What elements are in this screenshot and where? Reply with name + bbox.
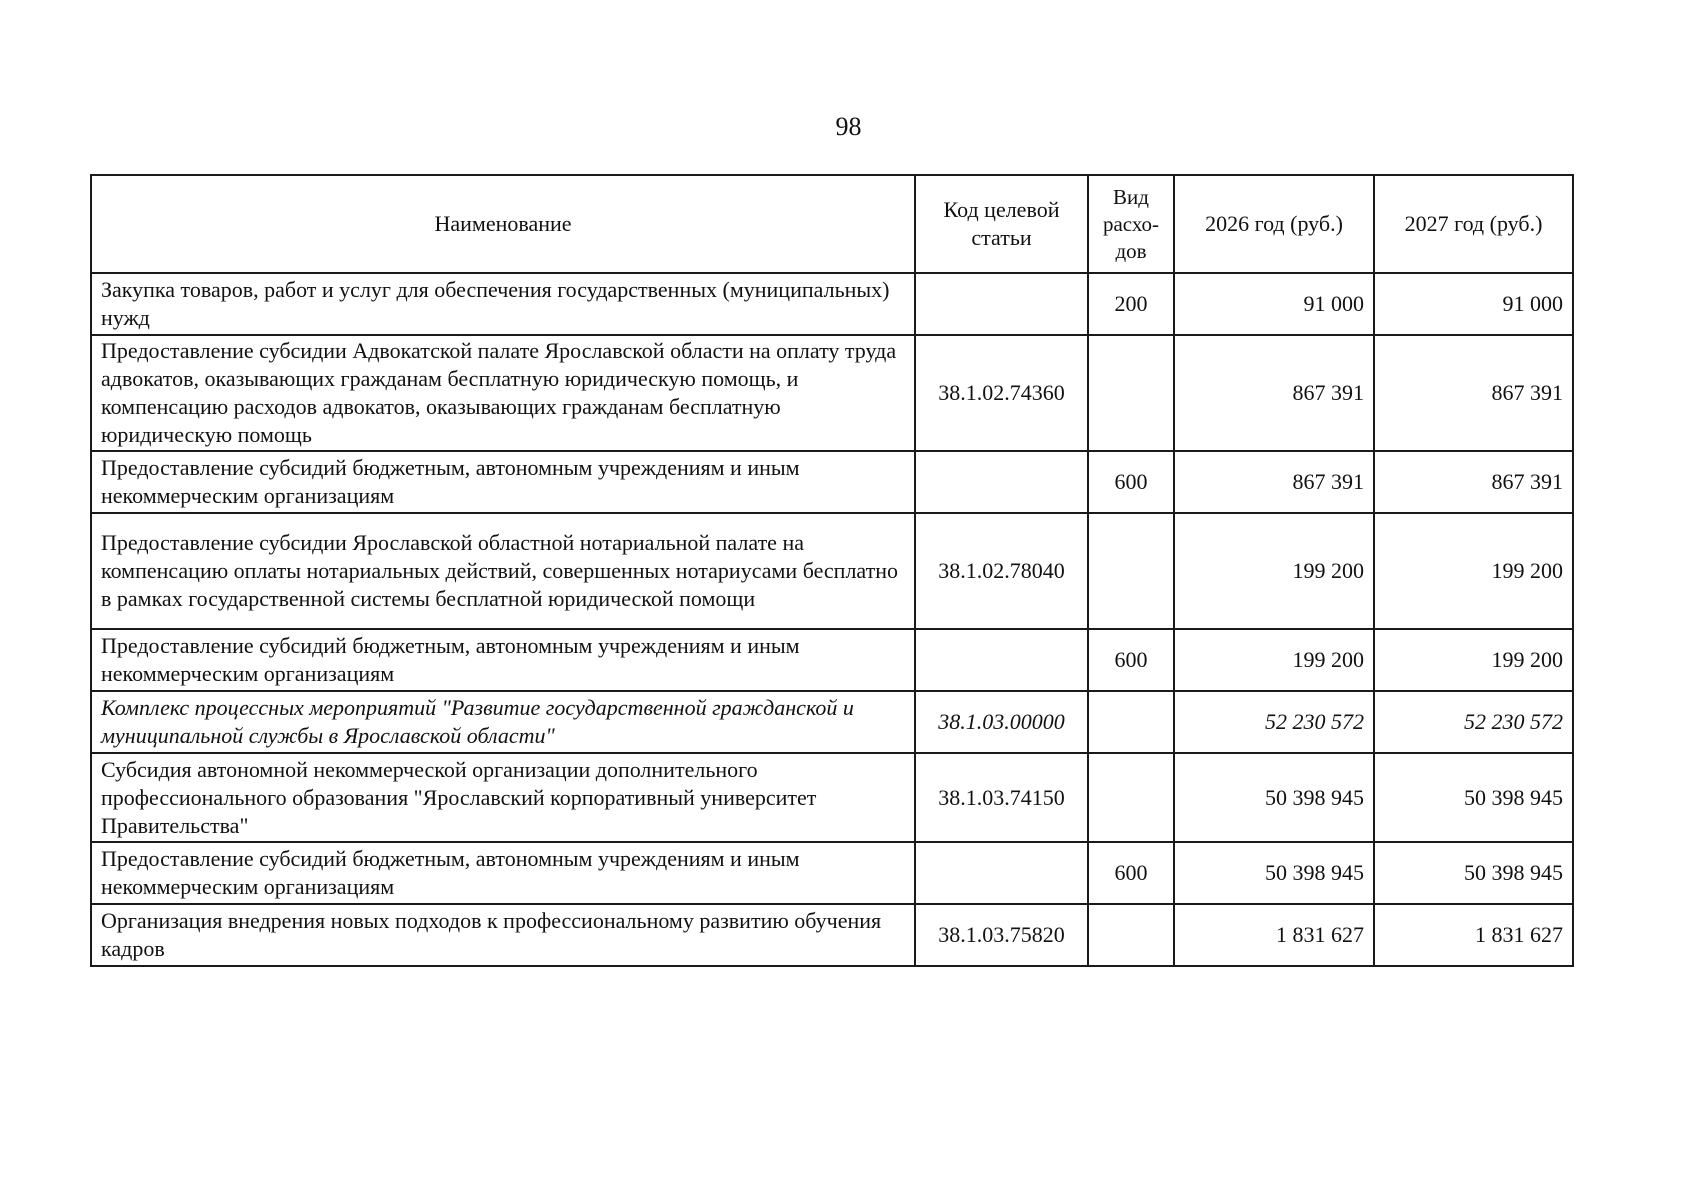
row-amount-2026: 867 391 (1174, 451, 1374, 513)
row-amount-2027: 199 200 (1374, 629, 1573, 691)
row-amount-2026: 50 398 945 (1174, 753, 1374, 842)
row-amount-2026: 199 200 (1174, 513, 1374, 629)
table-row (91, 629, 1573, 691)
row-amount-2027: 867 391 (1374, 451, 1573, 513)
table-row (91, 904, 1573, 966)
row-expense-type: 600 (1088, 842, 1174, 904)
row-amount-2026: 867 391 (1174, 335, 1374, 451)
row-code: 38.1.03.75820 (915, 904, 1088, 966)
row-code (915, 273, 1088, 335)
row-name: Предоставление субсидий бюджетным, автономным учреждениям и иным некоммерческим организациям (91, 842, 915, 904)
row-name: Закупка товаров, работ и услуг для обеспечения государственных (муниципальных) нужд (91, 273, 915, 335)
row-amount-2027: 52 230 572 (1374, 691, 1573, 753)
row-name: Предоставление субсидий бюджетным, автономным учреждениям и иным некоммерческим организациям (91, 629, 915, 691)
row-amount-2027: 91 000 (1374, 273, 1573, 335)
row-expense-type (1088, 513, 1174, 629)
row-name: Субсидия автономной некоммерческой организации дополнительного профессионального образования "Ярославский корпоративный университет Правительства" (91, 753, 915, 842)
page-number: 98 (835, 112, 862, 141)
header-2027: 2027 год (руб.) (1374, 175, 1573, 273)
row-code (915, 842, 1088, 904)
budget-table (90, 174, 1574, 967)
header-name: Наименование (91, 175, 915, 273)
row-amount-2027: 199 200 (1374, 513, 1573, 629)
row-amount-2026: 199 200 (1174, 629, 1374, 691)
table-row-section (91, 691, 1573, 753)
table-row (91, 842, 1573, 904)
row-code: 38.1.03.74150 (915, 753, 1088, 842)
row-amount-2027: 867 391 (1374, 335, 1573, 451)
row-amount-2026: 52 230 572 (1174, 691, 1374, 753)
row-expense-type: 600 (1088, 629, 1174, 691)
row-amount-2027: 50 398 945 (1374, 842, 1573, 904)
row-code: 38.1.03.00000 (915, 691, 1088, 753)
table-row (91, 513, 1573, 629)
row-name: Комплекс процессных мероприятий "Развитие государственной гражданской и муниципальной службы в Ярославской области" (91, 691, 915, 753)
row-code: 38.1.02.74360 (915, 335, 1088, 451)
table-row (91, 753, 1573, 842)
row-amount-2026: 1 831 627 (1174, 904, 1374, 966)
row-expense-type: 600 (1088, 451, 1174, 513)
row-amount-2026: 91 000 (1174, 273, 1374, 335)
row-expense-type (1088, 904, 1174, 966)
row-name: Предоставление субсидии Ярославской областной нотариальной палате на компенсацию оплаты нотариальных действий, совершенных нотариусами бесплатно в рамках государственной системы бесплатной юридической помощи (91, 513, 915, 629)
header-expense-type: Вид расхо-дов (1088, 175, 1174, 273)
row-expense-type (1088, 335, 1174, 451)
row-code (915, 451, 1088, 513)
table-row (91, 335, 1573, 451)
table-row (91, 451, 1573, 513)
row-amount-2027: 1 831 627 (1374, 904, 1573, 966)
header-code: Код целевой статьи (915, 175, 1088, 273)
row-expense-type (1088, 753, 1174, 842)
table-header-row (91, 175, 1573, 273)
row-name: Предоставление субсидии Адвокатской палате Ярославской области на оплату труда адвокатов, оказывающих гражданам бесплатную юридическую помощь, и компенсацию расходов адвокатов, оказывающих гражданам бесплатную юридическую помощь (91, 335, 915, 451)
header-2026: 2026 год (руб.) (1174, 175, 1374, 273)
row-name: Организация внедрения новых подходов к профессиональному развитию обучения кадров (91, 904, 915, 966)
row-expense-type (1088, 691, 1174, 753)
row-code (915, 629, 1088, 691)
row-name: Предоставление субсидий бюджетным, автономным учреждениям и иным некоммерческим организациям (91, 451, 915, 513)
row-amount-2026: 50 398 945 (1174, 842, 1374, 904)
row-amount-2027: 50 398 945 (1374, 753, 1573, 842)
row-expense-type: 200 (1088, 273, 1174, 335)
table-row (91, 273, 1573, 335)
row-code: 38.1.02.78040 (915, 513, 1088, 629)
